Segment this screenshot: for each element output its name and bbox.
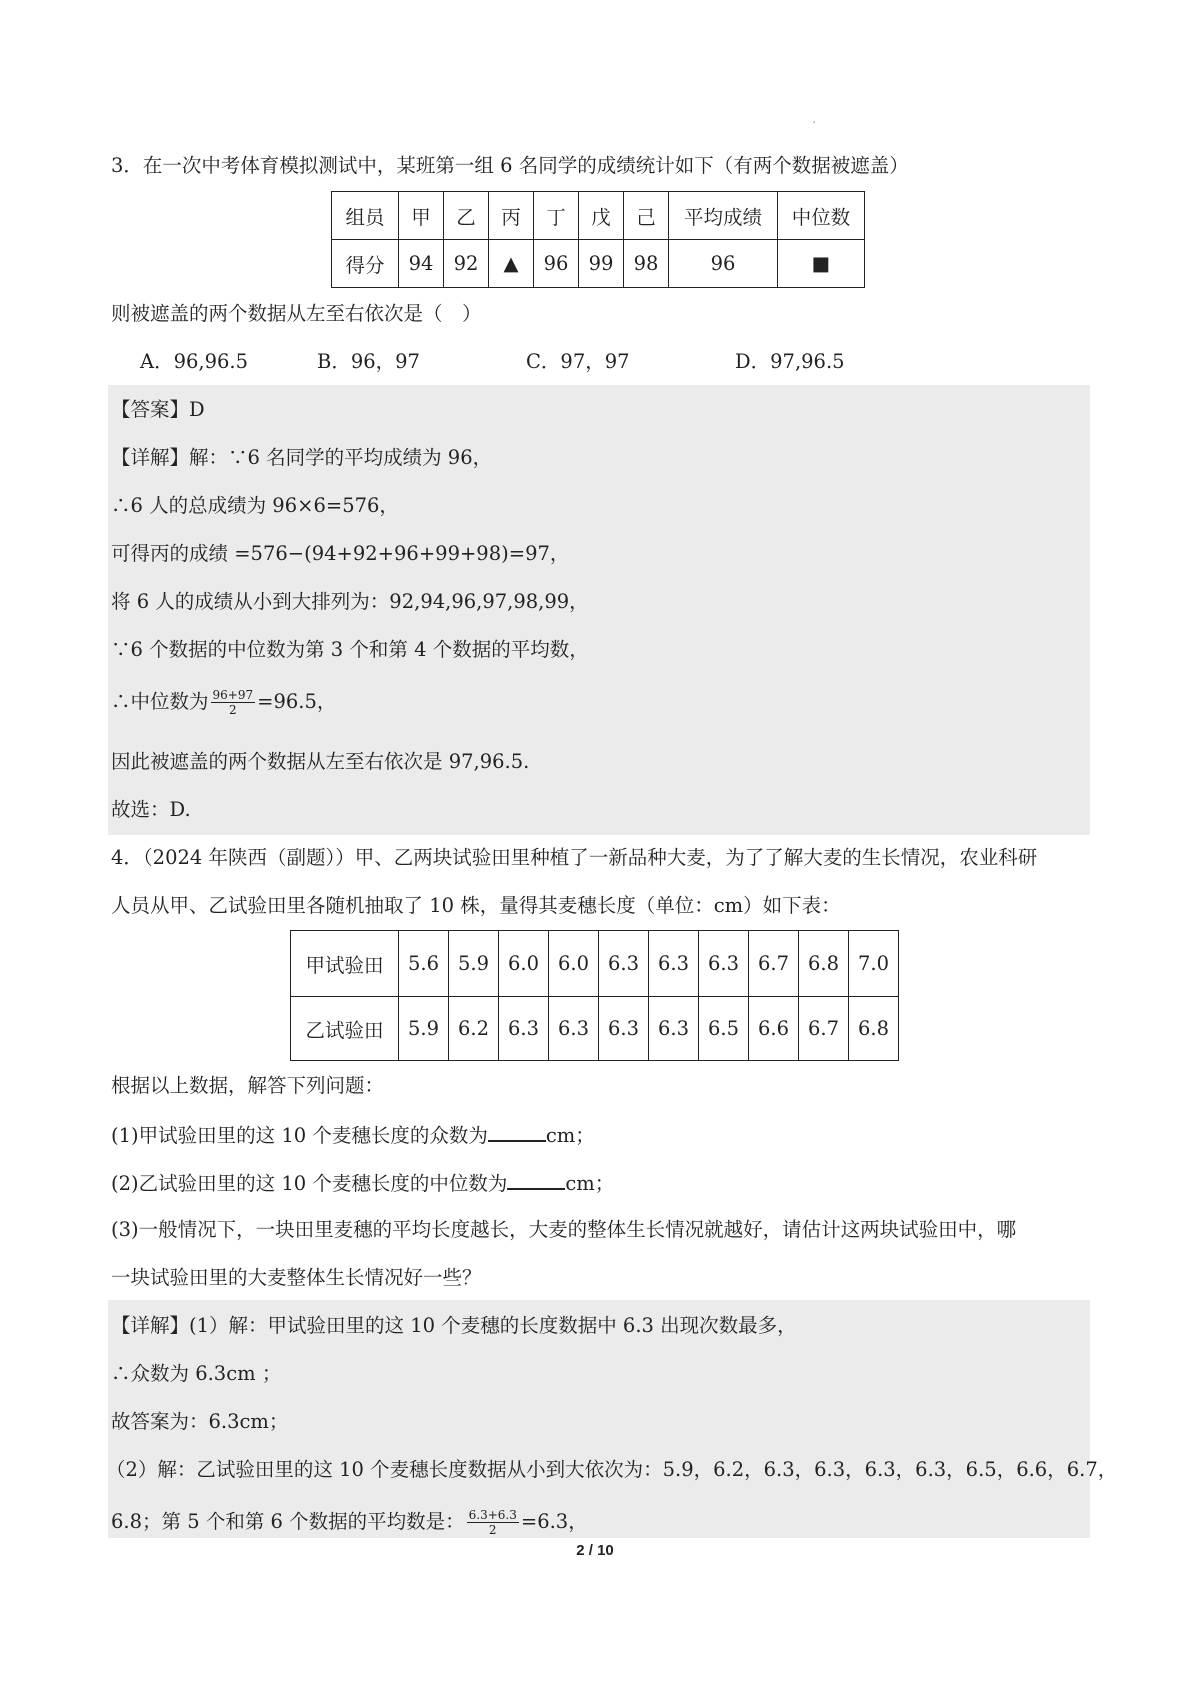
q4-average-formula bbox=[111, 1508, 588, 1537]
table-cell: 戊 bbox=[579, 192, 624, 240]
formula-prefix: ∴中位数为 bbox=[111, 690, 209, 713]
formula-prefix: 6.8；第 5 个和第 6 个数据的平均数是： bbox=[111, 1510, 465, 1533]
table-cell: 6.3 bbox=[599, 997, 649, 1061]
table-cell: 96 bbox=[534, 240, 579, 288]
table-cell: 6.3 bbox=[699, 931, 749, 997]
choice-c: C．97，97 bbox=[526, 350, 630, 373]
table-cell: 乙 bbox=[444, 192, 489, 240]
table-cell: 5.6 bbox=[399, 931, 449, 997]
table-cell: 6.3 bbox=[649, 931, 699, 997]
fraction bbox=[467, 1508, 519, 1537]
table-cell: 6.3 bbox=[649, 997, 699, 1061]
table-cell: 中位数 bbox=[778, 192, 865, 240]
table-cell: 6.6 bbox=[749, 997, 799, 1061]
table-cell: 7.0 bbox=[849, 931, 899, 997]
covered-triangle-cell: ▲ bbox=[489, 240, 534, 288]
table-cell: 6.8 bbox=[849, 997, 899, 1061]
table-cell: 己 bbox=[624, 192, 669, 240]
q3-median-formula bbox=[111, 688, 336, 717]
q3-stem: 3．在一次中考体育模拟测试中，某班第一组 6 名同学的成绩统计如下（有两个数据被遮盖） bbox=[111, 154, 909, 177]
part-text: (1)甲试验田里的这 10 个麦穗长度的众数为 bbox=[111, 1124, 488, 1147]
q3-prompt: 则被遮盖的两个数据从左至右依次是（ ） bbox=[111, 302, 482, 325]
covered-square-cell: ■ bbox=[778, 240, 865, 288]
choice-a: A．96,96.5 bbox=[140, 350, 249, 373]
q3-score-table bbox=[331, 191, 865, 288]
stray-mark: ' bbox=[813, 120, 816, 129]
table-cell: 甲 bbox=[399, 192, 444, 240]
table-cell: 甲试验田 bbox=[291, 931, 399, 997]
q3-answer: 【答案】D bbox=[111, 398, 205, 421]
fraction-denominator: 2 bbox=[228, 703, 237, 717]
table-cell: 6.3 bbox=[599, 931, 649, 997]
unit-text: cm； bbox=[565, 1172, 615, 1195]
q4-explain-line: 故答案为：6.3cm； bbox=[111, 1410, 289, 1433]
table-cell: 乙试验田 bbox=[291, 997, 399, 1061]
q4-explain-line: ∴众数为 6.3cm ； bbox=[111, 1362, 282, 1385]
q4-part-1 bbox=[111, 1120, 595, 1150]
q4-length-table bbox=[290, 930, 899, 1061]
table-cell: 5.9 bbox=[449, 931, 499, 997]
table-cell: 96 bbox=[669, 240, 778, 288]
q3-explain-line: 【详解】解：∵6 名同学的平均成绩为 96， bbox=[111, 446, 493, 469]
q3-table-score-row bbox=[332, 240, 865, 288]
table-cell: 6.7 bbox=[749, 931, 799, 997]
fraction bbox=[211, 688, 256, 717]
choice-d: D．97,96.5 bbox=[735, 350, 845, 373]
q3-conclusion: 因此被遮盖的两个数据从左至右依次是 97,96.5. bbox=[111, 750, 530, 773]
table-cell: 6.0 bbox=[549, 931, 599, 997]
part-text: (2)乙试验田里的这 10 个麦穗长度的中位数为 bbox=[111, 1172, 508, 1195]
choice-b: B．96，97 bbox=[317, 350, 420, 373]
table-cell: 99 bbox=[579, 240, 624, 288]
q4-explain-line: （2）解：乙试验田里的这 10 个麦穗长度数据从小到大依次为：5.9，6.2，6.3，6.3，6.3，6.3，6.5，6.6，6.7， bbox=[106, 1458, 1118, 1481]
q4-stem-line: 人员从甲、乙试验田里各随机抽取了 10 株，量得其麦穗长度（单位：cm）如下表： bbox=[111, 894, 841, 917]
q4-part-2 bbox=[111, 1168, 614, 1198]
table-cell: 6.3 bbox=[499, 997, 549, 1061]
table-cell: 6.0 bbox=[499, 931, 549, 997]
table-cell: 5.9 bbox=[399, 997, 449, 1061]
table-cell: 92 bbox=[444, 240, 489, 288]
table-cell: 丁 bbox=[534, 192, 579, 240]
q4-part-3-cont: 一块试验田里的大麦整体生长情况好一些？ bbox=[111, 1266, 482, 1289]
q4-intro: 根据以上数据，解答下列问题： bbox=[111, 1074, 385, 1097]
formula-suffix: =6.3， bbox=[520, 1510, 588, 1533]
answer-blank bbox=[488, 1120, 546, 1142]
table-cell: 6.2 bbox=[449, 997, 499, 1061]
table-cell: 6.7 bbox=[799, 997, 849, 1061]
table-cell: 丙 bbox=[489, 192, 534, 240]
fraction-numerator: 6.3+6.3 bbox=[468, 1508, 517, 1522]
table-cell: 平均成绩 bbox=[669, 192, 778, 240]
q4-stem-line: 4．（2024 年陕西（副题））甲、乙两块试验田里种植了一新品种大麦，为了了解大麦的生长情况，农业科研 bbox=[111, 846, 1038, 869]
q4-part-3: (3)一般情况下，一块田里麦穗的平均长度越长，大麦的整体生长情况就越好，请估计这两块试验田中，哪 bbox=[111, 1218, 1017, 1241]
table-cell: 94 bbox=[399, 240, 444, 288]
table-row bbox=[291, 997, 899, 1061]
unit-text: cm； bbox=[545, 1124, 595, 1147]
table-cell: 得分 bbox=[332, 240, 399, 288]
table-cell: 6.5 bbox=[699, 997, 749, 1061]
q3-select: 故选：D. bbox=[111, 798, 191, 821]
fraction-numerator: 96+97 bbox=[212, 688, 254, 702]
table-cell: 6.3 bbox=[549, 997, 599, 1061]
formula-suffix: =96.5， bbox=[257, 690, 337, 713]
q4-explain-line: 【详解】(1）解：甲试验田里的这 10 个麦穗的长度数据中 6.3 出现次数最多， bbox=[111, 1314, 797, 1337]
page-number: 2 / 10 bbox=[576, 1542, 614, 1559]
fraction-denominator: 2 bbox=[488, 1523, 497, 1537]
table-cell: 6.8 bbox=[799, 931, 849, 997]
q3-table-header-row bbox=[332, 192, 865, 240]
q3-explain-line: 可得丙的成绩 =576−(94+92+96+99+98)=97， bbox=[111, 542, 570, 565]
table-cell: 98 bbox=[624, 240, 669, 288]
q3-explain-line: ∴6 人的总成绩为 96×6=576， bbox=[111, 494, 399, 517]
table-row bbox=[291, 931, 899, 997]
q3-explain-line: 将 6 人的成绩从小到大排列为：92,94,96,97,98,99， bbox=[111, 590, 589, 613]
table-cell: 组员 bbox=[332, 192, 399, 240]
answer-blank bbox=[507, 1168, 565, 1190]
q3-explain-line: ∵6 个数据的中位数为第 3 个和第 4 个数据的平均数， bbox=[111, 638, 589, 661]
